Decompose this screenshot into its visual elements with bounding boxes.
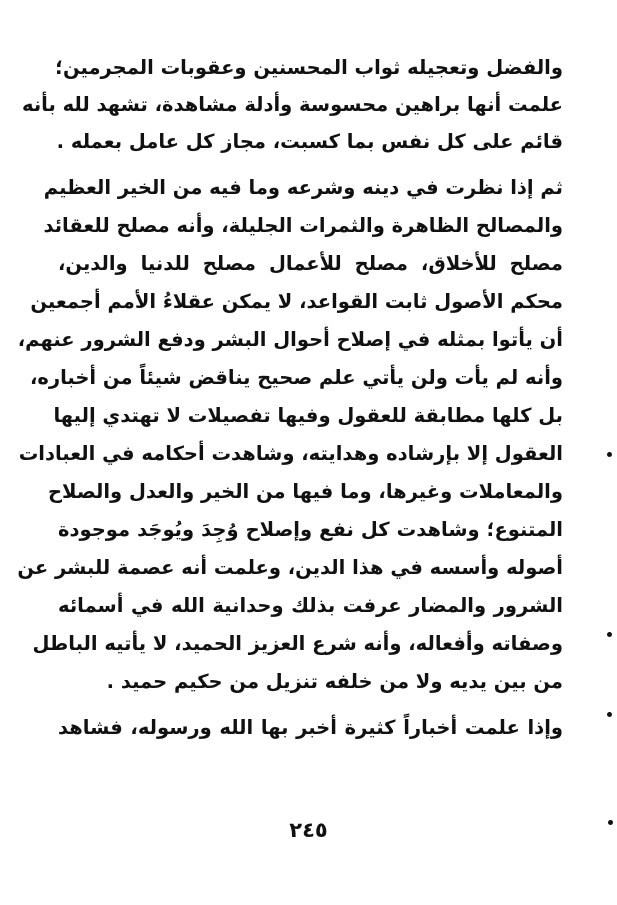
page-number: ٢٤٥: [289, 818, 328, 842]
margin-dot-mark: [607, 452, 612, 457]
text-line: المتنوع؛ وشاهدت كل نفع وإصلاح وُجِدَ ويُوجَد موجودة: [58, 518, 563, 541]
text-line: ثم إذا نظرت في دينه وشرعه وما فيه من الخير العظيم: [43, 176, 563, 199]
text-line: من بين يديه ولا من خلفه تنزيل من حكيم حميد .: [106, 670, 563, 693]
text-line: علمت أنها براهين محسوسة وأدلة مشاهدة، تشهد لله بأنه: [22, 93, 563, 116]
text-line: قائم على كل نفس بما كسبت، مجاز كل عامل بعمله .: [56, 130, 563, 153]
margin-dot-mark: [607, 712, 612, 717]
text-line: أن يأتوا بمثله في إصلاح أحوال البشر ودفع الشرور عنهم،: [17, 328, 563, 351]
margin-dot-mark: [607, 632, 612, 637]
text-line: والمصالح الظاهرة والثمرات الجليلة، وأنه مصلح للعقائد: [43, 214, 563, 237]
text-line: محكم الأصول ثابت القواعد، لا يمكن عقلاءُ الأمم أجمعين: [30, 290, 563, 313]
text-line: بل كلها مطابقة للعقول وفيها تفصيلات لا تهتدي إليها: [53, 404, 563, 427]
text-line: الشرور والمضار عرفت بذلك وحدانية الله في أسمائه: [58, 594, 563, 617]
text-line: أصوله وأسسه في هذا الدين، وعلمت أنه عصمة للبشر عن: [17, 556, 563, 579]
text-line: العقول إلا بإرشاده وهدايته، وشاهدت أحكامه في العبادات: [18, 442, 563, 465]
margin-dot-mark: [608, 820, 613, 825]
text-line: وأنه لم يأت ولن يأتي علم صحيح يناقض شيئاً من أخباره،: [29, 366, 563, 389]
text-line: مصلح للأخلاق، مصلح للأعمال مصلح للدنيا والدين،: [58, 252, 563, 275]
text-line: والمعاملات وغيرها، وما فيها من الخير والعدل والصلاح: [47, 480, 563, 503]
text-line: وإذا علمت أخباراً كثيرة أخبر بها الله ورسوله، فشاهد: [58, 716, 563, 739]
text-line: والفضل وتعجيله ثواب المحسنين وعقوبات المجرمين؛: [55, 56, 563, 79]
text-line: وصفاته وأفعاله، وأنه شرع العزيز الحميد، لا يأتيه الباطل: [32, 632, 563, 655]
